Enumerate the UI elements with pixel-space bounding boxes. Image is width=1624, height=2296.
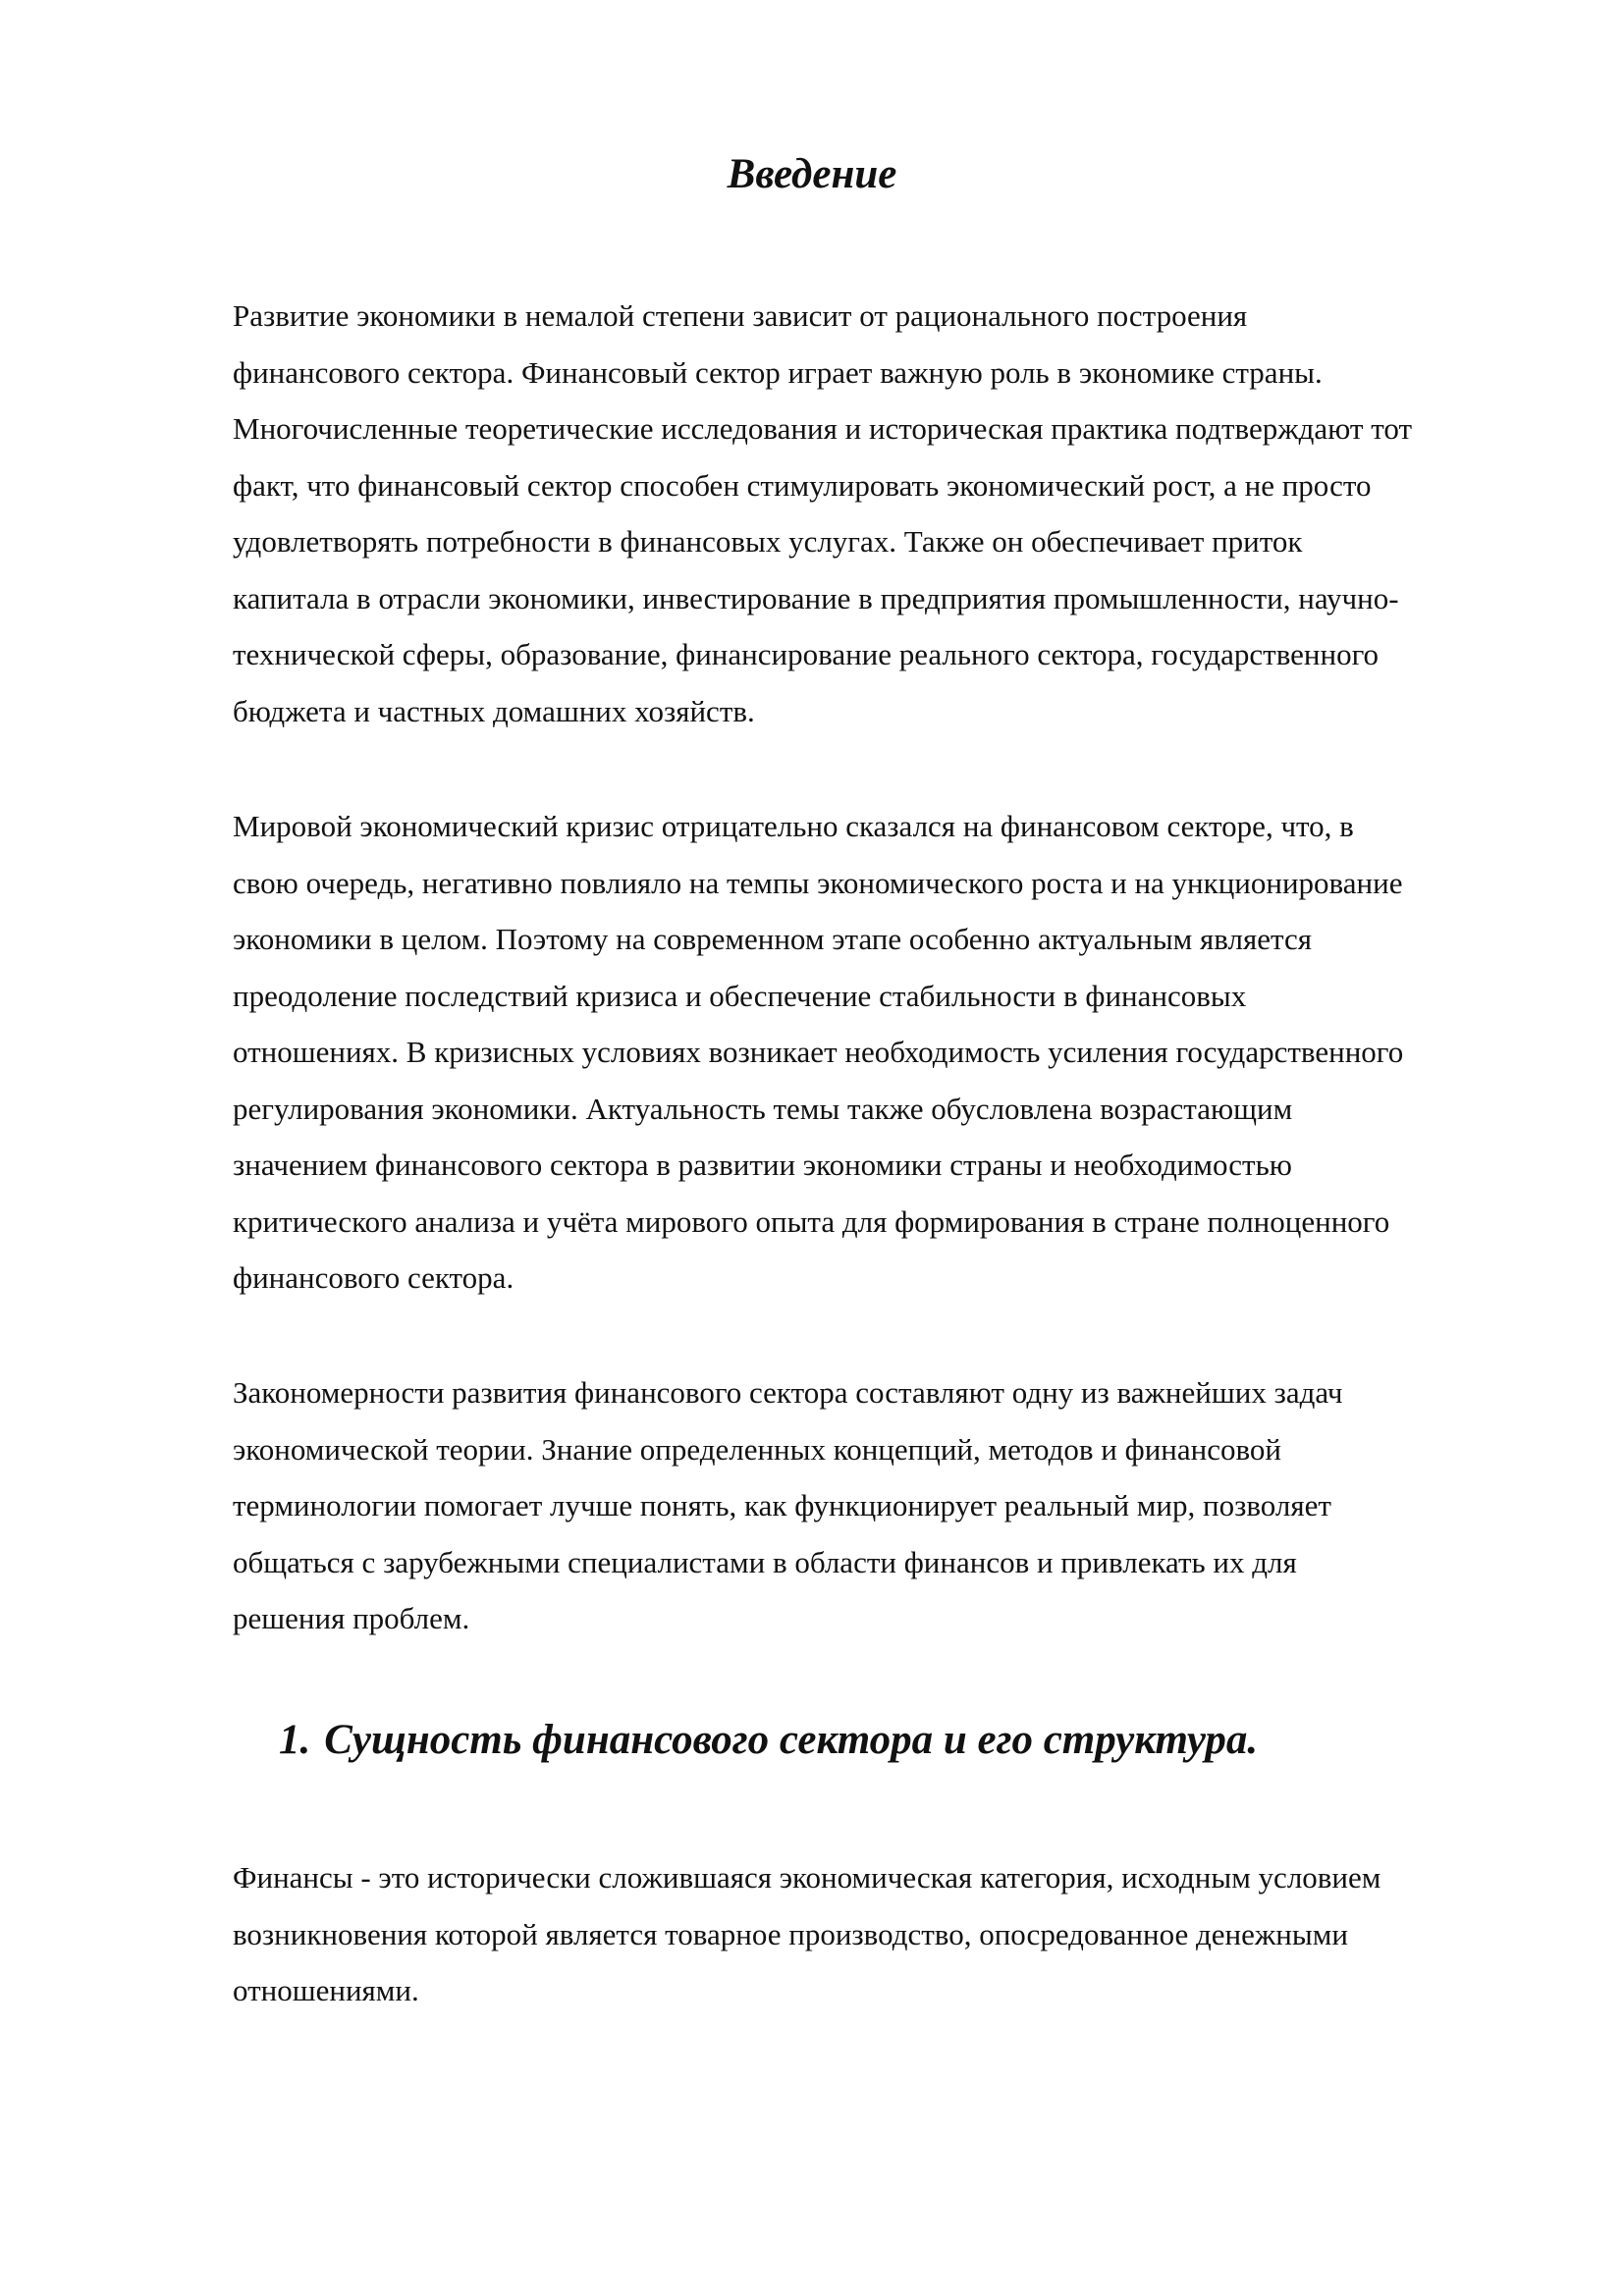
- text-line: технической сферы, образование, финансирование реального сектора, государственного: [233, 637, 1380, 671]
- text-line: Многочисленные теоретические исследования и историческая практика подтверждают тот: [233, 411, 1413, 446]
- text-line: финансового сектора. Финансовый сектор играет важную роль в экономике страны.: [233, 354, 1323, 390]
- text-line: терминологии помогает лучше понять, как функционирует реальный мир, позволяет: [233, 1488, 1331, 1522]
- section-number: 1.: [279, 1717, 311, 1763]
- text-line: отношениях. В кризисных условиях возникает необходимость усиления государственного: [233, 1035, 1404, 1069]
- text-line: отношениями.: [233, 1973, 419, 2007]
- section-1-heading: [279, 1715, 1258, 1766]
- text-line: Мировой экономический кризис отрицательно сказался на финансовом секторе, что, в: [233, 809, 1354, 843]
- text-line: капитала в отрасли экономики, инвестирование в предприятия промышленности, научно-: [233, 580, 1399, 615]
- text-line: удовлетворять потребности в финансовых услугах. Также он обеспечивает приток: [233, 524, 1303, 559]
- text-line: Развитие экономики в немалой степени зависит от рационального построения: [233, 298, 1248, 333]
- text-line: решения проблем.: [233, 1601, 470, 1635]
- text-line: финансового сектора.: [233, 1260, 514, 1295]
- text-line: свою очередь, негативно повлияло на темпы экономического роста и на ункционирование: [233, 865, 1403, 900]
- section-1-paragraph-1: [233, 1849, 1553, 2019]
- introduction-paragraph-1: [233, 288, 1553, 739]
- text-line: экономической теории. Знание определенных концепций, методов и финансовой: [233, 1431, 1282, 1467]
- text-line: Закономерности развития финансового сектора составляют одну из важнейших задач: [233, 1375, 1343, 1410]
- introduction-paragraph-2: [233, 798, 1553, 1307]
- text-line: бюджета и частных домашних хозяйств.: [233, 693, 755, 728]
- text-line: общаться с зарубежными специалистами в области финансов и привлекать их для: [233, 1544, 1297, 1579]
- text-line: преодоление последствий кризиса и обеспечение стабильности в финансовых: [233, 978, 1247, 1013]
- text-line: регулирования экономики. Актуальность темы также обусловлена возрастающим: [233, 1091, 1293, 1126]
- text-line: экономики в целом. Поэтому на современном этапе особенно актуальным является: [233, 922, 1312, 956]
- text-line: Финансы - это исторически сложившаяся экономическая категория, исходным условием: [233, 1860, 1381, 1895]
- text-line: возникновения которой является товарное производство, опосредованное денежными: [233, 1916, 1348, 1951]
- text-line: факт, что финансовый сектор способен стимулировать экономический рост, а не просто: [233, 467, 1372, 503]
- introduction-paragraph-3: [233, 1364, 1553, 1647]
- section-title: Сущность финансового сектора и его структура.: [324, 1717, 1259, 1763]
- text-line: критического анализа и учёта мирового опыта для формирования в стране полноценного: [233, 1203, 1390, 1239]
- text-line: значением финансового сектора в развитии экономики страны и необходимостью: [233, 1148, 1292, 1182]
- introduction-title: Введение: [727, 151, 897, 197]
